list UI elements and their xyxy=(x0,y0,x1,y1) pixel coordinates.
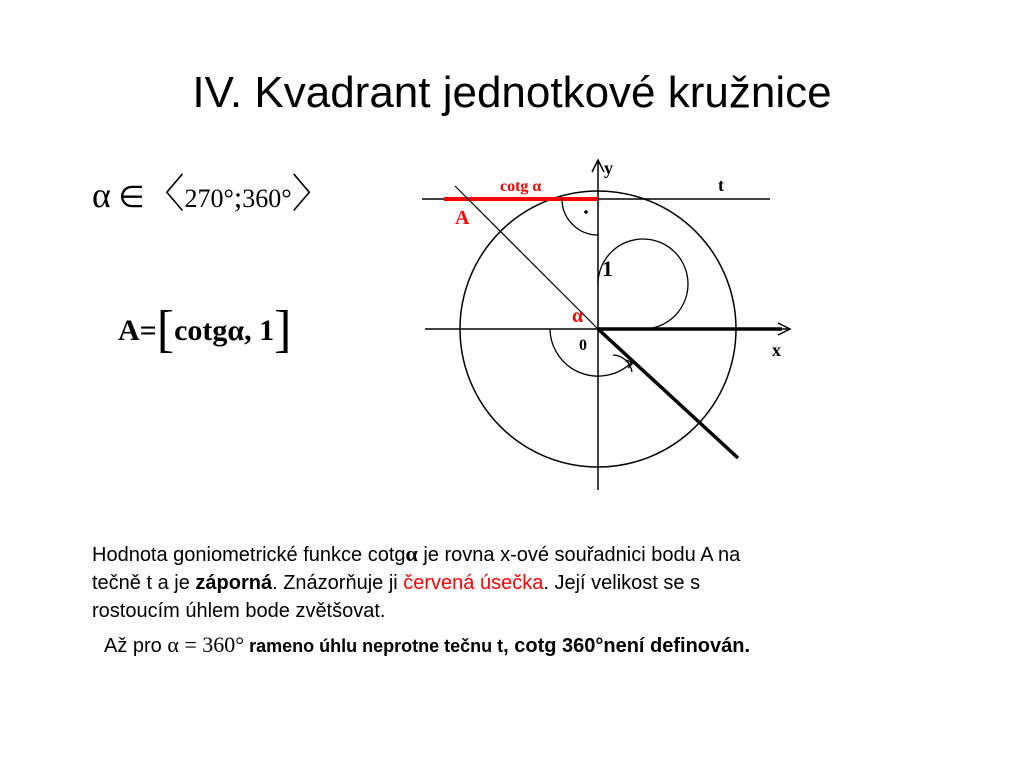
interval-lower: 270° xyxy=(184,184,234,213)
emphasis-red-segment: červená úsečka xyxy=(403,572,544,594)
terminal-arm xyxy=(598,329,738,458)
point-a-label: A xyxy=(455,207,470,229)
text-segment: je rovna x-ové souřadnici bodu A na xyxy=(417,544,741,566)
alpha-360-math: α = 360° xyxy=(167,632,245,657)
emphasis-negative: záporná xyxy=(195,572,273,594)
explanation-line-2 xyxy=(92,569,952,597)
cotg-label: cotg α xyxy=(500,178,542,195)
right-angle-dot xyxy=(584,210,588,214)
explanation-line-3: rostoucím úhlem bode zvětšovat. xyxy=(92,600,386,622)
page-title: IV. Kvadrant jednotkové kružnice xyxy=(192,68,832,117)
alpha-angle-label: α xyxy=(572,305,584,327)
explanation-line-1 xyxy=(92,540,952,569)
tangent-label: t xyxy=(718,175,724,195)
interval-upper: 360° xyxy=(242,184,292,213)
unit-length-label: 1 xyxy=(602,256,613,281)
open-square-bracket: [ xyxy=(156,301,175,358)
origin-label: 0 xyxy=(579,337,587,354)
interval-separator: ; xyxy=(233,181,243,214)
text-segment: . Znázorňuje ji xyxy=(272,572,404,594)
open-angle-bracket: 〈 xyxy=(144,171,185,216)
tangent-angle-arc xyxy=(562,199,598,235)
y-axis-label: y xyxy=(604,158,613,178)
element-of-symbol: ∈ xyxy=(118,181,145,214)
close-square-bracket: ] xyxy=(274,301,292,358)
point-a-lhs: A= xyxy=(118,314,157,347)
alpha-symbol-inline: α xyxy=(405,541,418,566)
explanation-line-4 xyxy=(104,632,750,658)
alpha-symbol: α xyxy=(92,175,111,215)
angle-arc-lower xyxy=(550,329,632,376)
close-angle-bracket: 〉 xyxy=(291,171,332,216)
point-a-coordinates: cotgα, 1 xyxy=(174,314,275,347)
text-segment: , cotg 360°není definován. xyxy=(503,635,751,657)
text-segment: Až pro xyxy=(104,635,168,657)
explanation-text xyxy=(92,540,952,625)
text-segment: tečně t a je xyxy=(92,572,196,594)
angle-arc-upper xyxy=(598,239,688,329)
text-segment: . Její velikost se s xyxy=(543,572,701,594)
x-axis-label: x xyxy=(772,340,781,360)
text-segment: Hodnota goniometrické funkce cotg xyxy=(92,544,406,566)
text-segment: rameno úhlu neprotne tečnu t xyxy=(244,636,504,656)
